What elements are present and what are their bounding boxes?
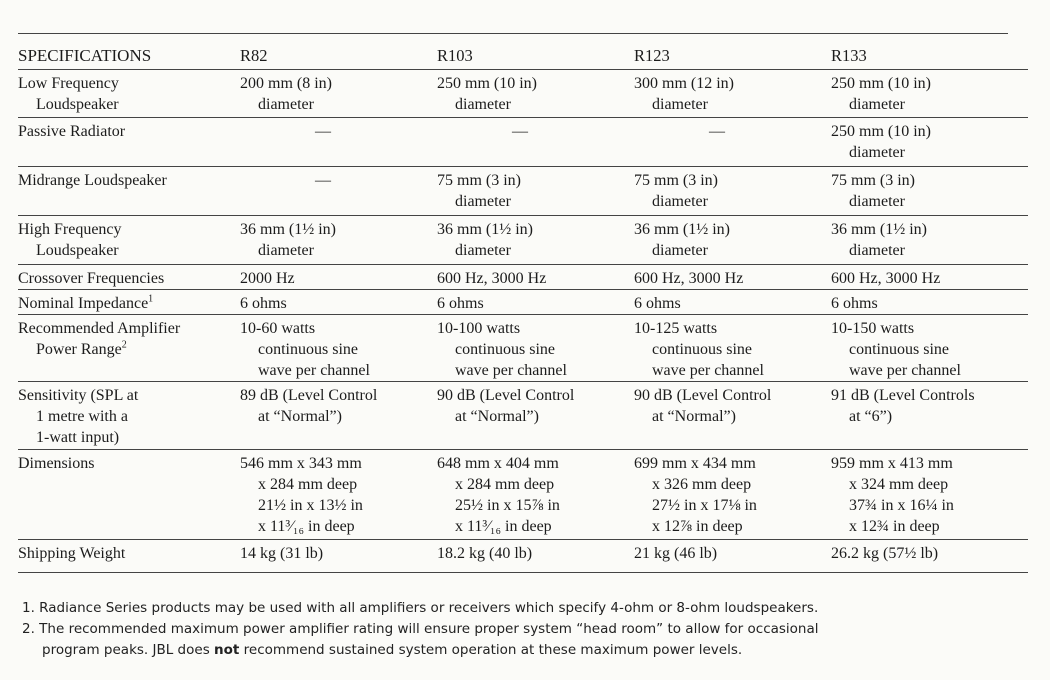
spec-label-line bbox=[18, 339, 240, 360]
spec-label bbox=[18, 450, 240, 540]
table-top-rule bbox=[18, 33, 1008, 34]
table-body bbox=[18, 70, 1028, 573]
spec-value-cell bbox=[240, 315, 437, 382]
spec-value-cell bbox=[437, 382, 634, 450]
footnote-2 bbox=[22, 619, 1032, 661]
spec-label bbox=[18, 540, 240, 573]
spec-value-cell bbox=[240, 290, 437, 315]
spec-label-line bbox=[18, 318, 240, 339]
spec-label-text: High Frequency bbox=[18, 221, 122, 238]
spec-value-cell bbox=[831, 265, 1028, 290]
spec-value-line: 300 mm (12 in) bbox=[634, 75, 734, 92]
spec-label-line bbox=[18, 385, 240, 406]
spec-label-text: 1 metre with a bbox=[36, 408, 128, 425]
table-header bbox=[18, 44, 1028, 70]
table-row bbox=[18, 167, 1028, 216]
spec-value-line: 6 ohms bbox=[437, 295, 484, 312]
spec-value-line: 10-100 watts bbox=[437, 320, 521, 337]
spec-value-cell bbox=[831, 450, 1028, 540]
spec-value-line: x 11³⁄₁₆ in deep bbox=[258, 518, 355, 535]
spec-value-cell bbox=[634, 216, 831, 265]
spec-value-line: 18.2 kg (40 lb) bbox=[437, 545, 533, 562]
spec-value-line: 250 mm (10 in) bbox=[831, 123, 931, 140]
spec-value-line: x 324 mm deep bbox=[849, 476, 949, 493]
spec-value-cell bbox=[240, 167, 437, 216]
spec-label-line bbox=[18, 170, 240, 191]
spec-value-line: at “Normal”) bbox=[652, 408, 736, 425]
spec-label-text: Midrange Loudspeaker bbox=[18, 172, 167, 189]
spec-label-line bbox=[18, 427, 240, 448]
spec-value-line: wave per channel bbox=[258, 362, 370, 379]
spec-value-line: 36 mm (1½ in) bbox=[437, 221, 533, 238]
spec-label bbox=[18, 382, 240, 450]
spec-value-cell bbox=[634, 315, 831, 382]
spec-value-line: 75 mm (3 in) bbox=[437, 172, 521, 189]
table-row bbox=[18, 70, 1028, 118]
spec-label-line bbox=[18, 543, 240, 564]
footnote-2-line-1: 2. The recommended maximum power amplifier rating will ensure proper system “head room” to allow for occasional bbox=[22, 621, 819, 637]
spec-value-line: 250 mm (10 in) bbox=[437, 75, 537, 92]
spec-value-line: 90 dB (Level Control bbox=[437, 387, 575, 404]
spec-value-line: 27½ in x 17⅛ in bbox=[652, 497, 757, 514]
spec-value-cell bbox=[240, 216, 437, 265]
spec-value-line: diameter bbox=[455, 193, 511, 210]
spec-value-line: 89 dB (Level Control bbox=[240, 387, 378, 404]
model-heading: R123 bbox=[634, 46, 670, 65]
model-heading: R82 bbox=[240, 46, 268, 65]
footnote-2-line-2 bbox=[22, 640, 1032, 661]
spec-value-line: diameter bbox=[455, 242, 511, 259]
spec-value-line: 21 kg (46 lb) bbox=[634, 545, 718, 562]
spec-value-line: x 12⅞ in deep bbox=[652, 518, 743, 535]
spec-value-line: 90 dB (Level Control bbox=[634, 387, 772, 404]
spec-value-line: diameter bbox=[258, 242, 314, 259]
spec-value-line: diameter bbox=[455, 96, 511, 113]
spec-value-cell bbox=[634, 70, 831, 118]
spec-value-line: — bbox=[315, 172, 331, 189]
table-row bbox=[18, 382, 1028, 450]
spec-value-cell bbox=[634, 450, 831, 540]
spec-value-line: wave per channel bbox=[652, 362, 764, 379]
spec-label bbox=[18, 290, 240, 315]
spec-value-line: 959 mm x 413 mm bbox=[831, 455, 953, 472]
spec-value-cell bbox=[437, 167, 634, 216]
spec-label-line bbox=[18, 240, 240, 261]
spec-label-text: Low Frequency bbox=[18, 75, 119, 92]
spec-value-line: continuous sine bbox=[849, 341, 949, 358]
spec-label bbox=[18, 265, 240, 290]
spec-label-line bbox=[18, 406, 240, 427]
footnote-2-emphasis: not bbox=[214, 642, 240, 658]
table-row bbox=[18, 450, 1028, 540]
spec-value-line: — bbox=[315, 123, 331, 140]
spec-label-line bbox=[18, 268, 240, 289]
spec-label bbox=[18, 70, 240, 118]
spec-value-line: 6 ohms bbox=[831, 295, 878, 312]
spec-label-text: Loudspeaker bbox=[36, 96, 119, 113]
spec-label-text: Recommended Amplifier bbox=[18, 320, 181, 337]
spec-label-text: Loudspeaker bbox=[36, 242, 119, 259]
spec-value-cell bbox=[634, 290, 831, 315]
spec-value-line: diameter bbox=[652, 242, 708, 259]
footnote-marker: 2 bbox=[121, 339, 127, 351]
spec-label-text: Passive Radiator bbox=[18, 123, 126, 140]
model-heading: R133 bbox=[831, 46, 867, 65]
spec-label-text: Dimensions bbox=[18, 455, 95, 472]
spec-value-cell bbox=[240, 70, 437, 118]
spec-label-line bbox=[18, 121, 240, 142]
spec-value-line: 6 ohms bbox=[634, 295, 681, 312]
spec-value-cell bbox=[831, 70, 1028, 118]
spec-value-line: 250 mm (10 in) bbox=[831, 75, 931, 92]
spec-value-line: diameter bbox=[849, 96, 905, 113]
spec-value-cell bbox=[437, 290, 634, 315]
footnote-2-text-a: program peaks. JBL does bbox=[42, 642, 215, 658]
spec-value-cell bbox=[437, 540, 634, 573]
spec-value-line: continuous sine bbox=[455, 341, 555, 358]
spec-value-line: diameter bbox=[849, 144, 905, 161]
spec-value-line: 36 mm (1½ in) bbox=[240, 221, 336, 238]
spec-value-cell bbox=[831, 382, 1028, 450]
spec-value-line: 75 mm (3 in) bbox=[831, 172, 915, 189]
spec-value-cell bbox=[437, 450, 634, 540]
spec-value-cell bbox=[437, 70, 634, 118]
model-heading: R103 bbox=[437, 46, 473, 65]
spec-value-line: x 326 mm deep bbox=[652, 476, 752, 493]
spec-value-cell bbox=[240, 450, 437, 540]
spec-value-line: 26.2 kg (57½ lb) bbox=[831, 545, 939, 562]
spec-label bbox=[18, 118, 240, 167]
spec-value-line: x 12¾ in deep bbox=[849, 518, 940, 535]
spec-value-cell bbox=[437, 216, 634, 265]
spec-label bbox=[18, 216, 240, 265]
spec-label-text: Shipping Weight bbox=[18, 545, 126, 562]
spec-value-cell bbox=[437, 315, 634, 382]
spec-value-line: x 11³⁄₁₆ in deep bbox=[455, 518, 552, 535]
spec-value-cell bbox=[831, 118, 1028, 167]
table-row bbox=[18, 315, 1028, 382]
spec-label-line bbox=[18, 453, 240, 474]
spec-value-line: at “Normal”) bbox=[258, 408, 342, 425]
specifications-heading: SPECIFICATIONS bbox=[18, 46, 152, 65]
spec-value-cell bbox=[831, 315, 1028, 382]
spec-value-cell bbox=[831, 216, 1028, 265]
footnotes bbox=[22, 598, 1032, 661]
spec-value-line: 25½ in x 15⅞ in bbox=[455, 497, 560, 514]
spec-value-line: diameter bbox=[652, 96, 708, 113]
spec-value-line: diameter bbox=[652, 193, 708, 210]
spec-value-line: x 284 mm deep bbox=[258, 476, 358, 493]
spec-value-line: — bbox=[512, 123, 528, 140]
spec-value-line: — bbox=[709, 123, 725, 140]
spec-value-line: 14 kg (31 lb) bbox=[240, 545, 324, 562]
table-row bbox=[18, 265, 1028, 290]
footnote-2-text-b: recommend sustained system operation at these maximum power levels. bbox=[239, 642, 743, 658]
spec-label-line bbox=[18, 293, 240, 314]
spec-value-line: 648 mm x 404 mm bbox=[437, 455, 559, 472]
spec-value-cell bbox=[240, 382, 437, 450]
spec-label-text: Power Range bbox=[36, 341, 122, 358]
spec-value-cell bbox=[634, 540, 831, 573]
spec-value-line: 75 mm (3 in) bbox=[634, 172, 718, 189]
spec-label-text: Nominal Impedance bbox=[18, 295, 149, 312]
spec-value-line: continuous sine bbox=[652, 341, 752, 358]
header-row bbox=[18, 44, 1028, 70]
spec-value-line: 600 Hz, 3000 Hz bbox=[831, 270, 941, 287]
spec-value-cell bbox=[831, 540, 1028, 573]
spec-value-line: wave per channel bbox=[849, 362, 961, 379]
spec-value-cell bbox=[634, 118, 831, 167]
spec-label-line bbox=[18, 94, 240, 115]
spec-value-cell bbox=[437, 265, 634, 290]
spec-label-line bbox=[18, 219, 240, 240]
spec-value-line: x 284 mm deep bbox=[455, 476, 555, 493]
spec-value-line: 36 mm (1½ in) bbox=[634, 221, 730, 238]
spec-value-line: 91 dB (Level Controls bbox=[831, 387, 975, 404]
spec-value-line: diameter bbox=[258, 96, 314, 113]
table-row bbox=[18, 540, 1028, 573]
spec-value-line: 21½ in x 13½ in bbox=[258, 497, 363, 514]
footnote-1: 1. Radiance Series products may be used with all amplifiers or receivers which specify 4-ohm or 8-ohm loudspeakers. bbox=[22, 600, 819, 616]
footnote-marker: 1 bbox=[148, 293, 154, 305]
spec-label-line bbox=[18, 73, 240, 94]
spec-value-line: 600 Hz, 3000 Hz bbox=[634, 270, 744, 287]
spec-value-cell bbox=[240, 118, 437, 167]
spec-value-line: 699 mm x 434 mm bbox=[634, 455, 756, 472]
table-row bbox=[18, 118, 1028, 167]
spec-value-cell bbox=[634, 167, 831, 216]
spec-label-text: Crossover Frequencies bbox=[18, 270, 165, 287]
specifications-table bbox=[18, 44, 1028, 573]
spec-value-cell bbox=[437, 118, 634, 167]
spec-label-text: 1-watt input) bbox=[36, 429, 120, 446]
spec-value-cell bbox=[240, 540, 437, 573]
spec-value-line: 10-150 watts bbox=[831, 320, 915, 337]
spec-value-cell bbox=[831, 167, 1028, 216]
spec-value-cell bbox=[831, 290, 1028, 315]
spec-value-line: 10-125 watts bbox=[634, 320, 718, 337]
spec-value-line: diameter bbox=[849, 193, 905, 210]
spec-value-line: 6 ohms bbox=[240, 295, 287, 312]
table-row bbox=[18, 290, 1028, 315]
spec-value-line: 600 Hz, 3000 Hz bbox=[437, 270, 547, 287]
table-row bbox=[18, 216, 1028, 265]
spec-value-line: wave per channel bbox=[455, 362, 567, 379]
spec-value-line: diameter bbox=[849, 242, 905, 259]
spec-value-line: 10-60 watts bbox=[240, 320, 316, 337]
spec-value-line: 2000 Hz bbox=[240, 270, 295, 287]
spec-value-line: 200 mm (8 in) bbox=[240, 75, 332, 92]
spec-value-cell bbox=[634, 382, 831, 450]
spec-value-line: at “Normal”) bbox=[455, 408, 539, 425]
spec-value-line: continuous sine bbox=[258, 341, 358, 358]
spec-value-line: 546 mm x 343 mm bbox=[240, 455, 362, 472]
spec-label bbox=[18, 167, 240, 216]
spec-value-cell bbox=[634, 265, 831, 290]
spec-label-text: Sensitivity (SPL at bbox=[18, 387, 139, 404]
spec-value-cell bbox=[240, 265, 437, 290]
spec-value-line: 36 mm (1½ in) bbox=[831, 221, 927, 238]
spec-label bbox=[18, 315, 240, 382]
spec-value-line: at “6”) bbox=[849, 408, 893, 425]
spec-value-line: 37¾ in x 16¼ in bbox=[849, 497, 954, 514]
